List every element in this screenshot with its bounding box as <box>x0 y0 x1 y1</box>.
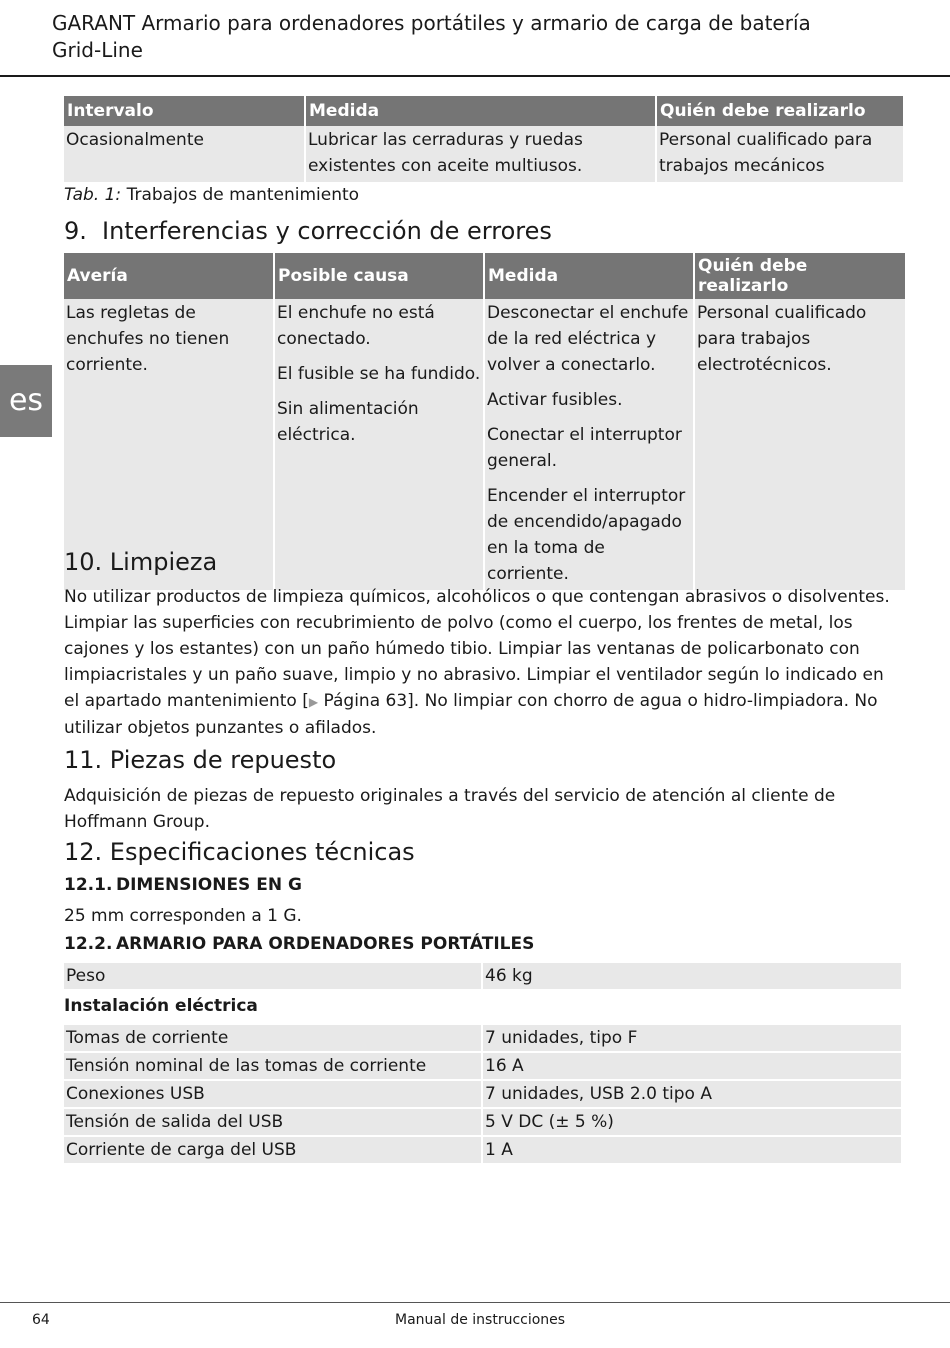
spec-value: 5 V DC (± 5 %) <box>483 1109 901 1135</box>
table-row <box>64 1053 901 1079</box>
caption-text: Trabajos de mantenimiento <box>126 185 360 205</box>
subsection-heading <box>64 934 534 954</box>
cause-item: El enchufe no está conectado. <box>277 303 435 349</box>
spec-label: Tensión de salida del USB <box>64 1109 481 1135</box>
table-header: Intervalo <box>64 96 304 126</box>
who-text: Personal cualificado para trabajos electrotécnicos. <box>697 303 867 375</box>
measure-item: Desconectar el enchufe de la red eléctrica y volver a conectarlo. <box>487 303 689 375</box>
subsection-title: ARMARIO PARA ORDENADORES PORTÁTILES <box>116 934 535 954</box>
cause-cell <box>275 299 483 590</box>
dimension-text: 25 mm corresponden a 1 G. <box>64 906 302 926</box>
table-cell: Personal cualificado para trabajos mecánicos <box>657 126 903 182</box>
subsection-heading <box>64 875 302 895</box>
language-tab: es <box>0 365 52 437</box>
table-row <box>64 1025 901 1051</box>
table-header: Medida <box>306 96 655 126</box>
table-header: Avería <box>64 253 273 299</box>
section-number: 9. <box>64 217 87 245</box>
troubleshooting-table <box>62 253 907 590</box>
cause-item: Sin alimentación eléctrica. <box>277 399 419 445</box>
footer-manual-label: Manual de instrucciones <box>395 1312 566 1328</box>
maintenance-table <box>62 96 905 182</box>
spec-label: Corriente de carga del USB <box>64 1137 481 1163</box>
document-header-title: GARANT Armario para ordenadores portátiles y armario de carga de batería Grid-Line <box>52 11 811 62</box>
table-row <box>64 126 903 182</box>
electrical-heading: Instalación eléctrica <box>64 996 258 1016</box>
spec-label: Peso <box>64 963 481 989</box>
table-header: Medida <box>485 253 693 299</box>
spec-value: 16 A <box>483 1053 901 1079</box>
table-row <box>64 963 901 989</box>
table-header: Quién debe realizarlo <box>657 96 903 126</box>
table-header: Quién debe realizarlo <box>695 253 905 299</box>
fault-text: Las regletas de enchufes no tienen corriente. <box>66 303 230 375</box>
fault-cell <box>64 299 273 590</box>
subsection-number: 12.2. <box>64 934 113 954</box>
table-row <box>64 299 905 590</box>
footer-divider <box>0 1302 950 1303</box>
subsection-title: DIMENSIONES EN G <box>116 875 302 895</box>
spec-label: Conexiones USB <box>64 1081 481 1107</box>
table-row <box>64 1081 901 1107</box>
spare-parts-paragraph: Adquisición de piezas de repuesto originales a través del servicio de atención al cliente de Hoffmann Group. <box>64 786 836 832</box>
measure-cell <box>485 299 693 590</box>
electrical-table <box>62 1023 903 1165</box>
page-number: 64 <box>32 1312 50 1328</box>
spec-label: Tomas de corriente <box>64 1025 481 1051</box>
cleaning-paragraph <box>64 584 899 741</box>
table-row <box>64 1137 901 1163</box>
table-row <box>64 1109 901 1135</box>
page-reference-link[interactable]: Página 63 <box>323 691 408 711</box>
who-cell <box>695 299 905 590</box>
table-cell: Ocasionalmente <box>64 126 304 182</box>
spec-value: 7 unidades, USB 2.0 tipo A <box>483 1081 901 1107</box>
section-heading: 10. Limpieza <box>64 548 218 576</box>
table-caption <box>64 185 359 205</box>
subsection-number: 12.1. <box>64 875 113 895</box>
section-title: Interferencias y corrección de errores <box>102 217 552 245</box>
measure-item: Activar fusibles. <box>487 390 623 410</box>
header-divider <box>0 75 950 77</box>
measure-item: Conectar el interruptor general. <box>487 425 682 471</box>
arrow-right-icon: ▶ <box>308 695 319 709</box>
table-header: Posible causa <box>275 253 483 299</box>
section-heading: 12. Especificaciones técnicas <box>64 838 415 866</box>
caption-label: Tab. 1: <box>64 185 122 205</box>
paragraph-text: No utilizar productos de limpieza químicos, alcohólicos o que contengan abrasivos o disolventes. Limpiar las superficies con recubrimiento de polvo (como el cuerpo, los frentes de metal, los cajones y los estantes) con un paño húmedo tibio. Limpiar las ventanas de policarbonato con limpiacristales y un paño suave, limpio y no abrasivo. Limpiar el ventilador según lo indicado en el apartado mantenimiento [ <box>64 587 890 711</box>
spec-label: Tensión nominal de las tomas de corriente <box>64 1053 481 1079</box>
paragraph-text: ]. No limpiar con chorro de agua o hidro-limpiadora. No utilizar objetos punzantes o afilados. <box>64 691 878 738</box>
spec-value: 46 kg <box>483 963 901 989</box>
section-heading <box>64 217 552 245</box>
cause-item: El fusible se ha fundido. <box>277 364 481 384</box>
spec-value: 1 A <box>483 1137 901 1163</box>
spec-value: 7 unidades, tipo F <box>483 1025 901 1051</box>
table-cell: Lubricar las cerraduras y ruedas existentes con aceite multiusos. <box>306 126 655 182</box>
section-heading: 11. Piezas de repuesto <box>64 746 337 774</box>
measure-item: Encender el interruptor de encendido/apagado en la toma de corriente. <box>487 486 686 584</box>
weight-table <box>62 961 903 991</box>
